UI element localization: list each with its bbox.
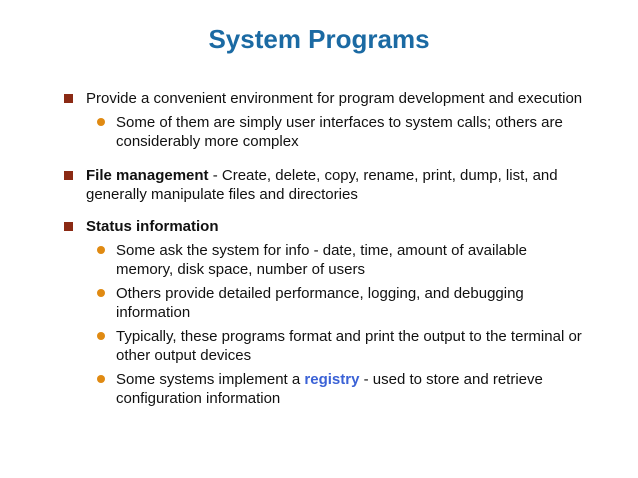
sub-bullet-item: [0, 284, 638, 322]
bullet-text: Provide a convenient environment for program development and execution: [86, 90, 583, 107]
bullet-bold-text: File management: [86, 167, 209, 184]
bullet-item: [0, 217, 638, 236]
bullet-bold-text: Status information: [86, 218, 219, 235]
registry-highlight: registry: [304, 371, 360, 388]
bullet-item: [0, 89, 638, 108]
bullet-list: [0, 89, 638, 408]
round-bullet-icon: [97, 246, 105, 254]
bullet-text: - Create, delete, copy, rename, print, dump, list, and generally manipulate files and directories: [86, 167, 558, 203]
square-bullet-icon: [64, 171, 73, 180]
sub-bullet-item: [0, 241, 638, 279]
sub-bullet-text: Some of them are simply user interfaces to system calls; others are considerably more complex: [116, 114, 563, 150]
round-bullet-icon: [97, 375, 105, 383]
sub-bullet-text: Typically, these programs format and print the output to the terminal or other output devices: [116, 328, 582, 364]
round-bullet-icon: [97, 332, 105, 340]
sub-bullet-text-before: Some systems implement a: [116, 371, 305, 388]
slide-title: System Programs: [208, 24, 430, 54]
sub-bullet-text: Others provide detailed performance, logging, and debugging information: [116, 285, 524, 321]
sub-bullet-item: [0, 113, 638, 151]
bullet-item: [0, 166, 638, 204]
square-bullet-icon: [64, 222, 73, 231]
round-bullet-icon: [97, 289, 105, 297]
round-bullet-icon: [97, 118, 105, 126]
square-bullet-icon: [64, 94, 73, 103]
sub-bullet-item: [0, 327, 638, 365]
sub-bullet-text: Some ask the system for info - date, time, amount of available memory, disk space, number of users: [116, 242, 528, 278]
sub-bullet-text-after: - used to store and retrieve configuration information: [116, 371, 543, 407]
sub-bullet-item: [0, 370, 638, 408]
